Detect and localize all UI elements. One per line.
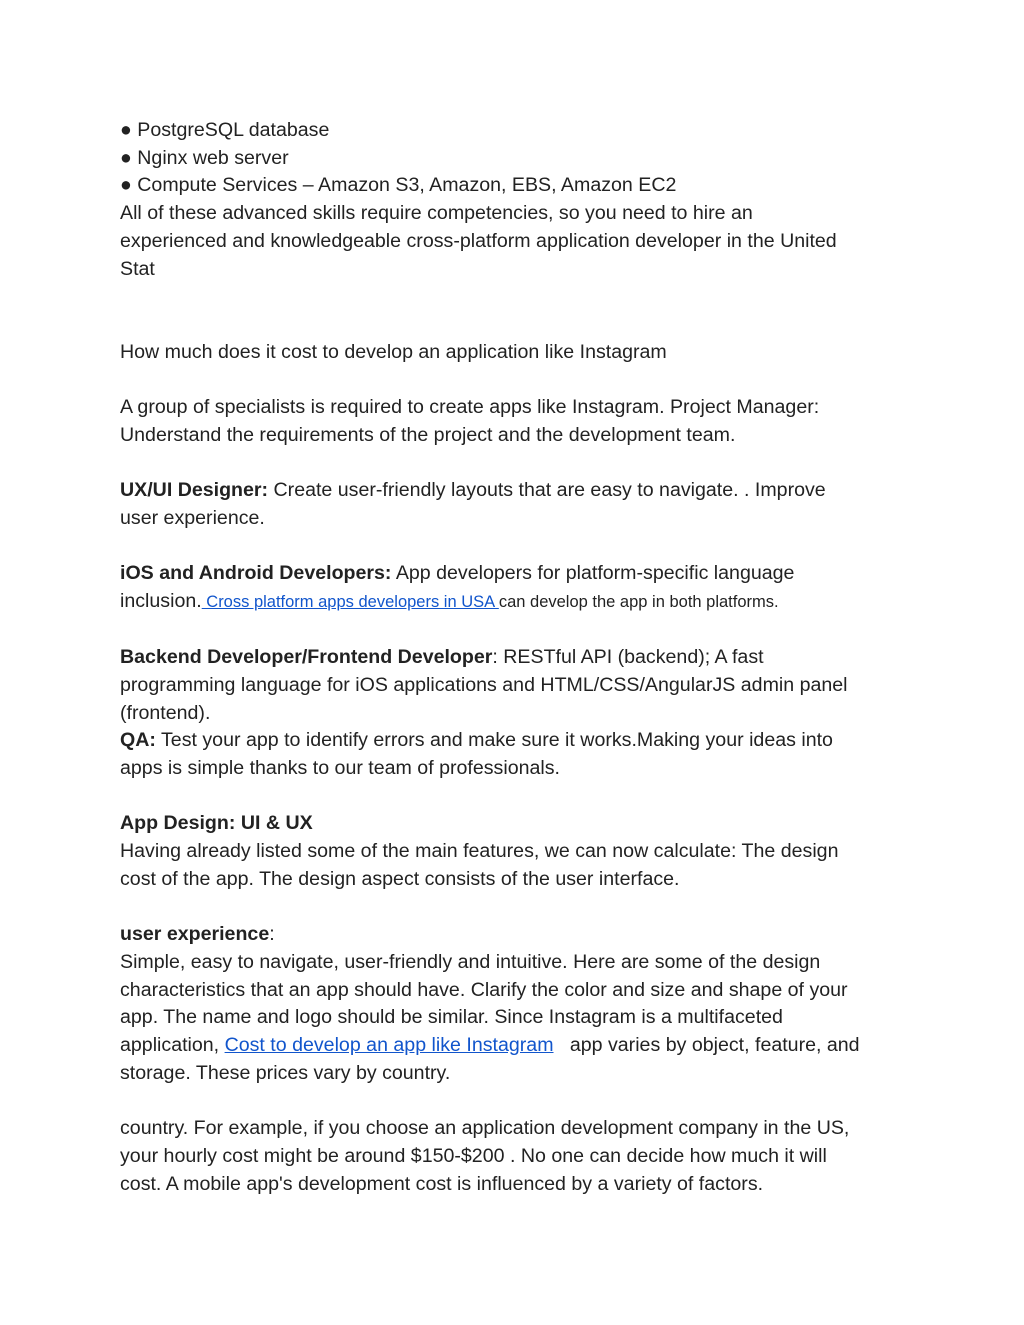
user-experience-line-5: storage. These prices vary by country. [120, 1061, 451, 1084]
qa-label: QA: [120, 729, 156, 752]
cross-platform-developers-link[interactable]: Cross platform apps developers in USA [201, 592, 499, 611]
intro-line-2: experienced and knowledgeable cross-platform application developer in the United [120, 229, 837, 252]
qa-text: Test your app to identify errors and make sure it works.Making your ideas into [155, 729, 833, 752]
user-experience-line-1: Simple, easy to navigate, user-friendly and intuitive. Here are some of the design [120, 950, 821, 973]
app-design-line-2: cost of the app. The design aspect consists of the user interface. [120, 867, 680, 890]
backend-label: Backend Developer/Frontend Developer [120, 646, 493, 669]
cost-instagram-link[interactable]: Cost to develop an app like Instagram [224, 1034, 554, 1057]
user-experience-line-3: app. The name and logo should be similar. Since Instagram is a multifaceted [120, 1006, 783, 1029]
user-experience-line-4 [120, 1032, 910, 1060]
bullet-nginx: ● Nginx web server [120, 146, 289, 169]
qa-line-1 [120, 727, 910, 755]
ios-android-platforms-text: can develop the app in both platforms. [498, 592, 779, 611]
ios-android-line-2 [120, 588, 910, 617]
specialists-line-2: Understand the requirements of the project and the development team. [120, 423, 736, 446]
user-experience-line-2: characteristics that an app should have. Clarify the color and size and shape of your [120, 978, 848, 1001]
bullet-postgresql: ● PostgreSQL database [120, 119, 330, 141]
backend-line-3: (frontend). [120, 701, 211, 724]
ios-android-text: App developers for platform-specific language [391, 562, 795, 585]
uxui-designer-line-1 [120, 477, 910, 505]
ios-android-inclusion: inclusion. [120, 589, 202, 612]
backend-line-2: programming language for iOS applications and HTML/CSS/AngularJS admin panel [120, 673, 848, 696]
backend-text: : RESTful API (backend); A fast [492, 646, 764, 669]
uxui-designer-text: Create user-friendly layouts that are easy to navigate. . Improve [268, 479, 826, 502]
app-design-heading [120, 810, 910, 838]
uxui-designer-label: UX/UI Designer: [120, 479, 269, 502]
uxui-designer-line-2: user experience. [120, 506, 265, 529]
user-experience-application: application, [120, 1034, 225, 1057]
user-experience-colon: : [269, 923, 275, 946]
user-experience-label: user experience [120, 923, 270, 946]
intro-line-1: All of these advanced skills require competencies, so you need to hire an [120, 202, 753, 225]
bullet-compute-services: ● Compute Services – Amazon S3, Amazon, EBS, Amazon EC2 [120, 174, 677, 197]
qa-line-2: apps is simple thanks to our team of professionals. [120, 757, 560, 780]
document-page [120, 117, 910, 1198]
backend-line-1 [120, 644, 910, 672]
country-line-3: cost. A mobile app's development cost is influenced by a variety of factors. [120, 1172, 764, 1195]
ios-android-label: iOS and Android Developers: [120, 562, 392, 585]
ios-android-line-1 [120, 560, 910, 588]
app-design-line-1: Having already listed some of the main features, we can now calculate: The design [120, 840, 839, 863]
app-design-heading-text: App Design: UI & UX [120, 812, 313, 835]
country-line-1: country. For example, if you choose an application development company in the US, [120, 1117, 850, 1140]
specialists-line-1: A group of specialists is required to create apps like Instagram. Project Manager: [120, 396, 820, 418]
intro-line-3: Stat [120, 257, 155, 280]
country-line-2: your hourly cost might be around $150-$200 . No one can decide how much it will [120, 1144, 827, 1167]
user-experience-varies: app varies by object, feature, and [553, 1034, 860, 1057]
user-experience-heading [120, 921, 910, 949]
cost-heading: How much does it cost to develop an application like Instagram [120, 340, 667, 363]
